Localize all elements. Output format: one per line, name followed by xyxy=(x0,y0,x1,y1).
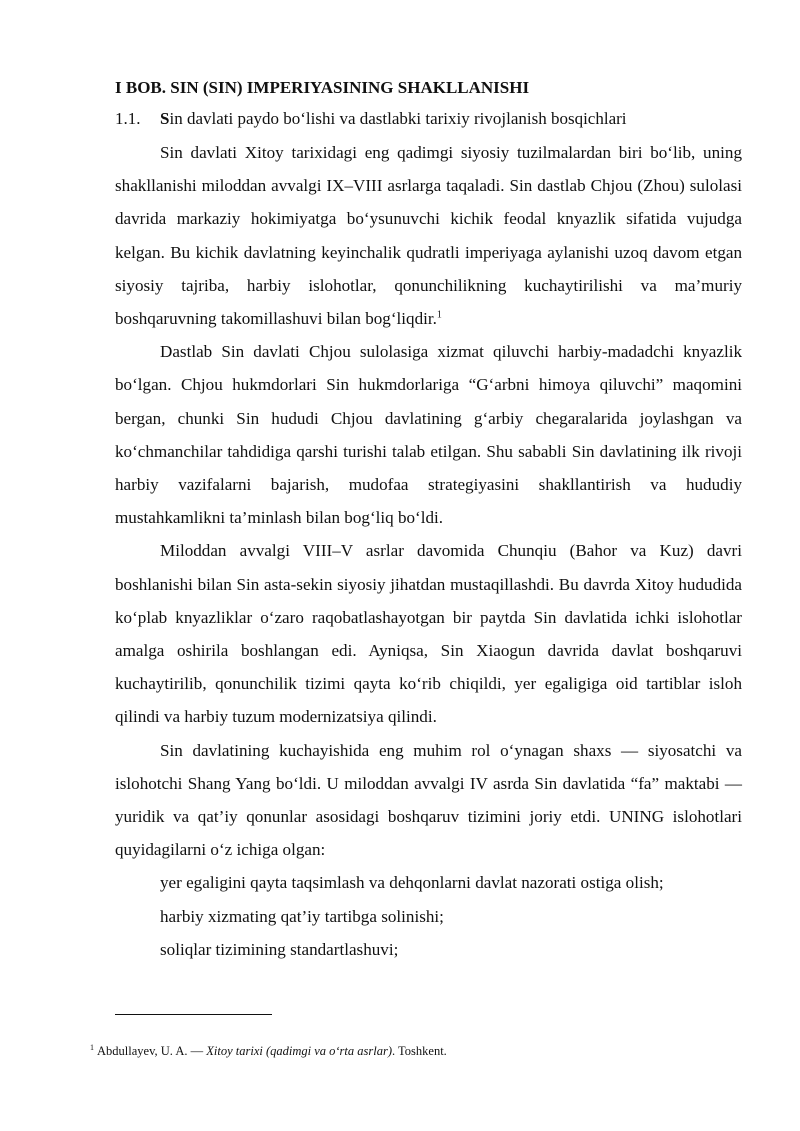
footnote-marker: 1 xyxy=(90,1043,94,1052)
footnote-book-title: Xitoy tarixi (qadimgi va o‘rta asrlar) xyxy=(206,1044,392,1059)
section-title-initial: S xyxy=(160,109,170,128)
paragraph-1 xyxy=(115,136,742,335)
section-number: 1.1. xyxy=(115,109,141,128)
paragraph-4: Sin davlatining kuchayishida eng muhim rol o‘ynagan shaxs — siyosatchi va islohotchi Shang Yang bo‘ldi. U miloddan avvalgi IV asrda Sin davlatida “fa” maktabi — yuridik va qat’iy qonunlar asosidagi boshqaruv tizimini joriy etdi. UNING islohotlari quyidagilarni o‘z ichiga olgan: xyxy=(115,740,742,860)
footnote-author: Abdullayev, U. A. — xyxy=(97,1044,204,1059)
list-item: harbiy xizmating qat’iy tartibga solinishi; xyxy=(160,906,444,926)
footnote-place: . Toshkent. xyxy=(392,1044,447,1059)
section-title-rest: in davlati paydo bo‘lishi va dastlabki tarixiy rivojlanish bosqichlari xyxy=(169,109,627,128)
footnote xyxy=(90,1040,447,1059)
footnote-reference[interactable]: 1 xyxy=(436,309,442,321)
page-body xyxy=(115,77,742,966)
list-item: yer egaligini qayta taqsimlash va dehqonlarni davlat nazorati ostiga olish; xyxy=(160,873,664,893)
paragraph-1-text: Sin davlati Xitoy tarixidagi eng qadimgi siyosiy tuzilmalardan biri bo‘lib, uning shakllanishi miloddan avvalgi IX–VIII asrlarga taqaladi. Sin dastlab Chjou (Zhou) sulolasi davrida markaziy hokimiyatga bo‘ysunuvchi kichik feodal knyazlik sifatida vujudga kelgan. Bu kichik davlatning keyinchalik qudratli imperiyaga aylanishi uzoq davom etgan siyosiy tajriba, harbiy islohotlar, qonunchilikning kuchaytirilishi va ma’muriy boshqaruvning takomillashuvi bilan bog‘liqdir. xyxy=(115,143,742,329)
list-item: soliqlar tizimining standartlashuvi; xyxy=(160,939,399,959)
section-heading xyxy=(115,108,742,130)
paragraph-3: Miloddan avvalgi VIII–V asrlar davomida Chunqiu (Bahor va Kuz) davri boshlanishi bilan Sin asta-sekin siyosiy jihatdan mustaqillashdi. Bu davrda Xitoy hududida ko‘plab knyazliklar o‘zaro raqobatlashayotgan bir paytda Sin davlatida ichki islohotlar amalga oshirila boshlangan edi. Ayniqsa, Sin Xiaogun davrida davlat boshqaruvi kuchaytirilib, qonunchilik tizimi qayta ko‘rib chiqildi, yer egaligiga oid tartiblar isloh qilindi va harbiy tuzum modernizatsiya qilindi. xyxy=(115,541,742,727)
paragraph-2: Dastlab Sin davlati Chjou sulolasiga xizmat qiluvchi harbiy-madadchi knyazlik bo‘lgan. Chjou hukmdorlari Sin hukmdorlariga “G‘arbni himoya qiluvchi” maqomini bergan, chunki Sin hududi Chjou davlatining g‘arbiy chegaralarida joylashgan va ko‘chmanchilar tahdidiga qarshi turishi talab etilgan. Shu sababli Sin davlatining ilk rivoji harbiy vazifalarni bajarish, mudofaa strategiyasini shakllantirish va hududiy mustahkamlikni ta’minlash bilan bog‘liq bo‘ldi. xyxy=(115,342,742,528)
section-title xyxy=(160,108,627,130)
chapter-title: I BOB. SIN (SIN) IMPERIYASINING SHAKLLANISHI xyxy=(115,78,530,97)
footnote-divider xyxy=(115,1014,272,1015)
